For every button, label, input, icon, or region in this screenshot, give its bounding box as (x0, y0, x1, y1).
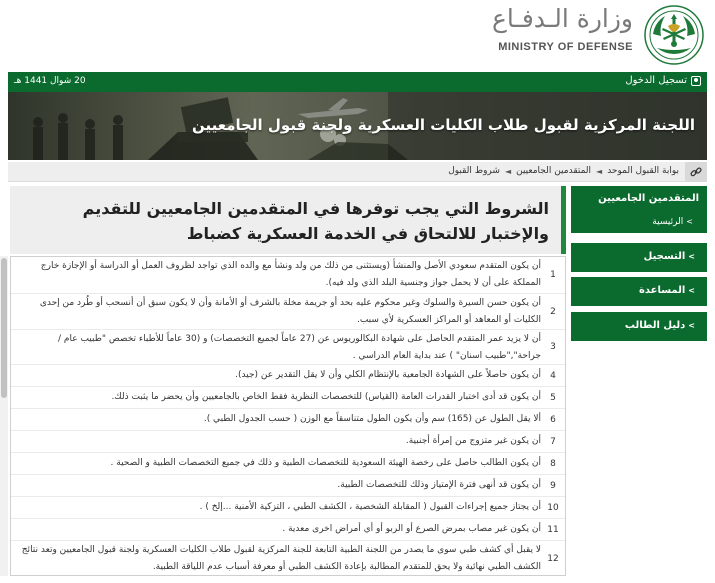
page-scrollbar[interactable] (0, 256, 8, 576)
row-text: أن يكون حسن السيرة والسلوك وغير محكوم عليه بحد أو جريمة مخلة بالشرف أو الأمانة وأن لا يكون سبق أن أنسحب أو طُرد من إحدى الكليات أو المعاهد أو المراكز العسكرية لأي سبب. (39, 298, 541, 325)
row-number: 5 (550, 392, 556, 403)
row-number: 12 (547, 553, 559, 564)
row-text: ألا يقل الطول عن (165) سم وأن يكون الطول متناسقاً مع الوزن ( حسب الجدول الطبي ). (203, 414, 541, 424)
row-text: أن يكون قد أنهى فترة الإمتياز وذلك للتخصصات الطبية. (337, 480, 541, 490)
table-row (11, 540, 565, 576)
link-icon (685, 162, 707, 182)
table-row (11, 474, 565, 496)
sidebar-section-graduates (571, 186, 707, 233)
caret-left-icon: > (688, 321, 695, 330)
conditions-table (10, 256, 566, 576)
sidebar-item-student-guide[interactable] (571, 312, 707, 341)
sidebar-item-home[interactable] (585, 217, 693, 227)
sidebar-section-title[interactable]: المتقدمين الجامعيين (598, 193, 699, 204)
row-text: أن لا يزيد عمر المتقدم الحاصل على شهادة البكالوريوس عن (27 عاماً لجميع التخصصات) و (30 عاماً للأطباء تخصص "طبيب عام / جراحة","طبيب اسنان" ) عند بداية العام الدراسي . (58, 334, 541, 361)
row-text: أن يكون غير متزوج من إمرأة أجنبية. (405, 436, 541, 446)
row-text: لا يقبل أي كشف طبي سوى ما يصدر من اللجنة الطبية التابعة للجنة المركزية لقبول طلاب الكليات العسكرية ولجنة قبول الجامعيين وتعد نتائج الكشف الطبي نهائية ولا يحق للمتقدم المطالبة بإعادة الكشف الطبي أو معرفة أسباب عدم اللياقة الطبية. (21, 545, 541, 572)
table-row (11, 293, 565, 329)
caret-left-icon: > (686, 217, 693, 226)
breadcrumb-items (448, 166, 679, 176)
row-number: 6 (550, 414, 556, 425)
breadcrumb-graduates[interactable]: المتقدمين الجامعيين (516, 166, 592, 176)
sidebar-item-register-label: التسجيل (643, 251, 686, 262)
hijri-date: 20 شوال 1441 هـ (14, 76, 86, 86)
row-number: 3 (550, 342, 556, 352)
table-row (11, 518, 565, 540)
login-label: تسجيل الدخول (625, 75, 687, 86)
site-header (0, 0, 715, 70)
emblem-icon[interactable] (643, 4, 705, 66)
sidebar-item-register[interactable] (571, 243, 707, 272)
row-number: 1 (550, 270, 556, 280)
row-number: 8 (550, 458, 556, 469)
table-row (11, 408, 565, 430)
scrollbar-thumb[interactable] (1, 258, 7, 398)
caret-left-icon: > (688, 252, 695, 261)
ministry-name-english: MINISTRY OF DEFENSE (498, 41, 633, 53)
row-number: 2 (550, 306, 556, 317)
row-text: أن يكون غير مصاب بمرض الصرع أو الربو أو أي أمراض اخرى معدية . (282, 524, 541, 534)
sidebar-item-help-label: المساعدة (638, 285, 686, 296)
table-row (11, 329, 565, 364)
table-row (11, 386, 565, 408)
page-title: الشروط التي يجب توفرها في المتقدمين الجامعيين للتقديم والإختبار للالتحاق في الخدمة العسكرية كضباط (82, 199, 549, 243)
ministry-name-arabic: وزارة الـدفـاع (491, 4, 633, 33)
page-title-box (10, 186, 566, 254)
table-row (11, 496, 565, 518)
chevron-left-icon: ◄ (596, 166, 603, 176)
table-row (11, 430, 565, 452)
row-text: أن يجتاز جميع إجراءات القبول ( المقابلة الشخصية ، الكشف الطبي ، التزكية الأمنية ...إلخ ) . (199, 502, 541, 512)
sidebar-item-home-label: الرئيسية (652, 217, 684, 227)
table-row (11, 257, 565, 293)
breadcrumb-current: شروط القبول (448, 166, 500, 176)
row-text: أن يكون المتقدم سعودي الأصل والمنشأ (ويستثنى من ذلك من ولد ونشأ مع والده الذي تواجد لظروف العمل أو الدراسة أو الإجازة خارج المملكة على أن لا يحمل جواز وجنسية البلد الذي ولد فيه). (40, 261, 541, 288)
sidebar-item-student-guide-label: دليل الطالب (624, 320, 686, 331)
login-link[interactable] (625, 75, 701, 86)
breadcrumb (8, 162, 707, 182)
banner-title: اللجنة المركزية لقبول طلاب الكليات العسكرية ولجنة قبول الجامعيين (191, 116, 695, 134)
breadcrumb-portal[interactable]: بوابة القبول الموحد (607, 166, 679, 176)
row-text: أن يكون قد أدى اختبار القدرات العامة (القياس) للتخصصات النظرية فقط الخاص بالجامعيين وأن يحضر ما يثبت ذلك. (111, 392, 541, 402)
row-text: أن يكون حاصلاً على الشهادة الجامعية بالإنتظام الكلي وأن لا يقل التقدير عن (جيد). (235, 370, 541, 380)
row-number: 10 (547, 502, 559, 513)
row-number: 9 (550, 480, 556, 491)
table-row (11, 364, 565, 386)
row-number: 11 (547, 524, 559, 535)
sidebar-item-help[interactable] (571, 277, 707, 306)
row-number: 4 (550, 370, 556, 381)
caret-left-icon: > (688, 286, 695, 295)
login-icon (691, 76, 701, 86)
table-row (11, 452, 565, 474)
row-number: 7 (550, 436, 556, 447)
chevron-left-icon: ◄ (504, 166, 512, 176)
top-bar (8, 72, 707, 92)
hero-banner (8, 92, 707, 160)
row-text: أن يكون الطالب حاصل على رخصة الهيئة السعودية للتخصصات الطبية و ذلك في جميع التخصصات الطبية و الصحية . (110, 458, 541, 468)
